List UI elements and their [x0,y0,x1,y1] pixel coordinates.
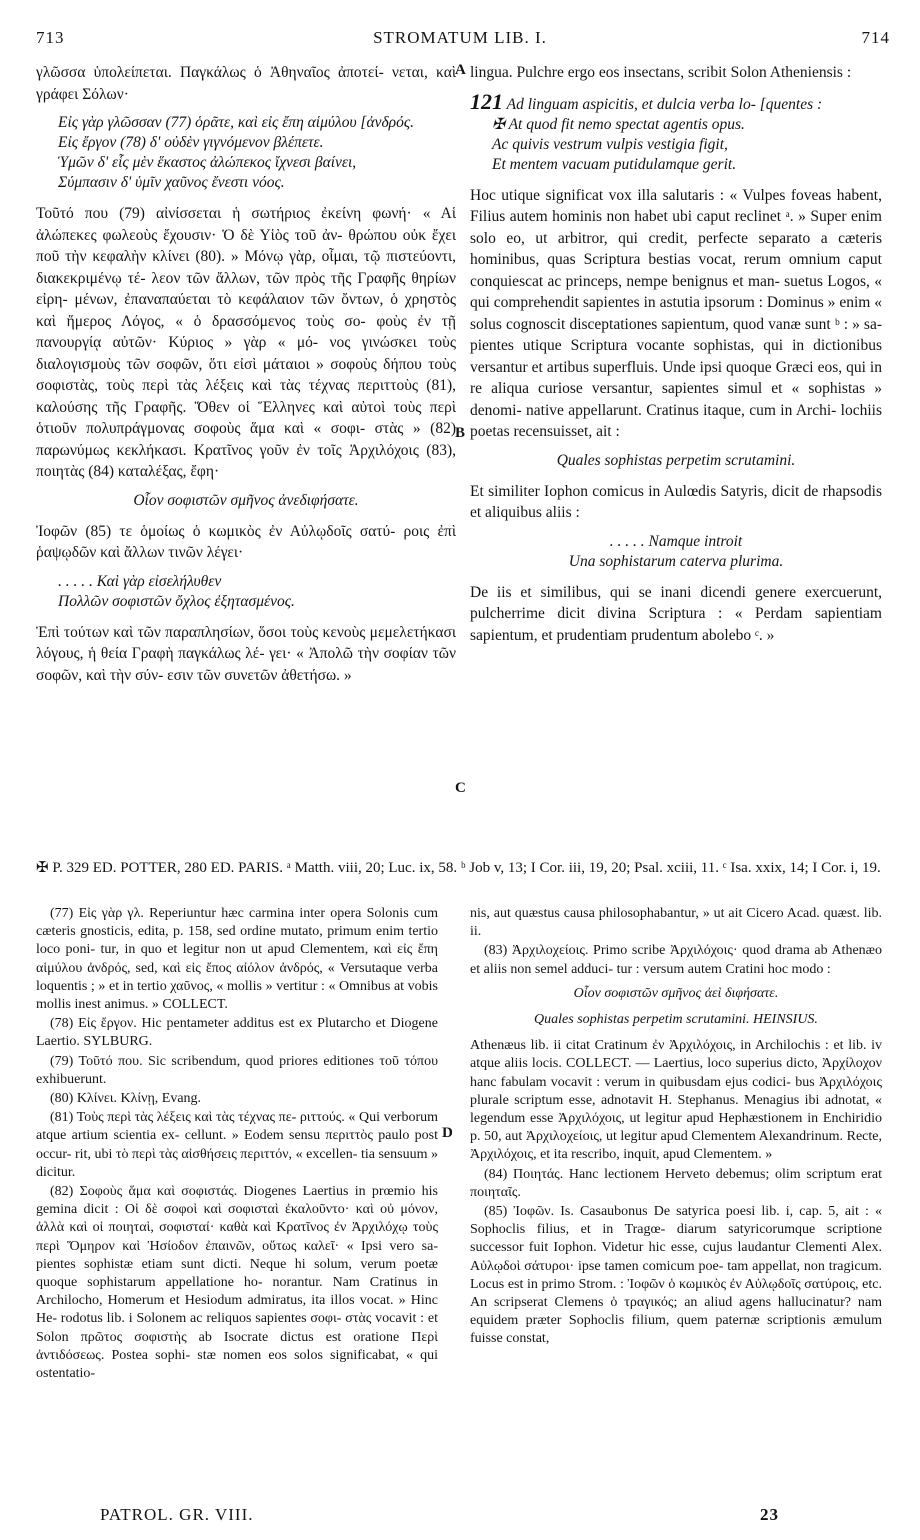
verse-text: Ad linguam aspicitis, et dulcia verba lo- [quentes : [506,95,823,113]
verse-line: Εἰς γὰρ γλῶσσαν (77) ὁρᾶτε, καὶ εἰς ἔπη αἱμύλου [ἀνδρός. [58,114,415,131]
margin-letter-c: C [455,780,466,796]
verse-line: . . . . . Καὶ γὰρ εἰσελήλυθεν [58,572,222,590]
page-number-left: 713 [36,28,65,47]
latin-verse-3 [470,532,882,572]
note-83-latin-verse: Quales sophistas perpetim scrutamini. HEINSIUS. [534,1012,818,1028]
margin-letter-b: B [455,425,466,441]
greek-verse-1 [58,113,456,193]
note-79: (79) Τοῦτό που. Sic scribendum, quod priores editiones τοῦ τόπου exhibuerunt. [36,1053,438,1087]
latin-column [470,62,882,654]
note-80: (80) Κλίνει. Κλίνῃ, Evang. [50,1091,202,1107]
verse-line: Et mentem vacuam putidulamque gerit. [492,155,737,173]
verse-line: Πολλῶν σοφιστῶν ὄχλος ἐξητασμένος. [58,592,295,610]
footnote-references: ✠ P. 329 ED. POTTER, 280 ED. PARIS. ᵃ Matth. viii, 20; Luc. ix, 58. ᵇ Job v, 13; I Cor. iii, 19, 20; Psal. xciii, 11. ᶜ Isa. xxix, 14; I Cor. i, 19. [36,860,881,876]
verse-line: ✠ At quod fit nemo spectat agentis opus. [492,115,745,133]
section-number: 121 [470,88,503,114]
footer-signature: 23 [760,1505,779,1524]
note-84: (84) Ποιητάς. Hanc lectionem Herveto debemus; olim scriptum erat ποιηταῖς. [470,1166,882,1200]
latin-verse-2 [470,451,882,471]
verse-line: Εἰς ἔργον (78) δ' οὐδὲν γιγνόμενον βλέπετε. [58,134,324,151]
greek-verse-3 [58,572,456,612]
note-83: (83) Ἀρχιλοχείοις. Primo scribe Ἀρχιλόχοις· quod drama ab Athenæo et aliis non semel adduci- tur : versum autem Cratini hoc modo : [470,943,882,977]
greek-paragraph-3: Ἰοφῶν (85) τε ὁμοίως ὁ κωμικὸς ἐν Αὐλῳδοῖς σατύ- ροις ἐπὶ ῥαψῳδῶν καὶ ἄλλων τινῶν λέγει· [36,522,456,561]
note-82: (82) Σοφοὺς ἅμα καὶ σοφιστάς. Diogenes Laertius in prœmio his gemina dicit : Οἱ δὲ σοφοὶ καὶ σοφισταὶ ἐκαλοῦντο· καὶ οὐ μόνον, ἀλλὰ καὶ οἱ ποιηταὶ, σοφισταί· καθὰ καὶ Κρατῖνος ἐν Ἀρχιλόχῳ τοὺς περὶ Ὅμηρον καὶ Ἡσίοδον ἐπαινῶν, οὕτως καλεῖ· « Ipsi vero sa- pientes sophistæ etiam sunt dicti. Neque hi solum, verum poetæ quoque sophistarum appellatione ho- norantur. Nam Cratinus in Archilocho, Homerum et Hesiodum admiratus, ita illos vocat. » Hinc He- rodotus lib. i Solonem ac reliquos sapientes σοφι- στὰς vocavit : et Solon πρῶτος σοφιστὴς ab Isocrate dictus est oratione Περὶ ἀντιδόσεως. Postea sophi- stæ nomen eos solos significabat, « qui ostentatio- [36,1184,438,1382]
footer-series: PATROL. GR. VIII. [100,1505,254,1524]
verse-line: Quales sophistas perpetim scrutamini. [556,451,796,469]
notes-right-column [470,905,882,1350]
greek-paragraph-1: γλῶσσα ὑπολείπεται. Παγκάλως ὁ Ἀθηναῖος ἀποτεί- νεται, καὶ γράφει Σόλων· [36,64,456,103]
note-continuation: nis, aut quæstus causa philosophabantur, » ut ait Cicero Acad. quæst. lib. ii. [470,906,882,940]
margin-letter-d: D [442,1125,453,1141]
verse-line: Ac quivis vestrum vulpis vestigia figit, [492,135,728,153]
latin-paragraph-2: Hoc utique significat vox illa salutaris : « Vulpes foveas habent, Filius autem hominis non habet ubi caput reclinet ᵃ. » Super enim solo eo, ut arbitror, qui credit, perfecte separato a cæteris hominibus, quas Scriptura bestias vocat, rerum omnium caput conquiescat ac princeps, nempe benignus et man- suetus Logos, « qui comprehendit sapientes in astutia ipsorum : Dominus » enim « solus cognoscit disceptationes sapientum, quod vanæ sunt ᵇ : » sa- pientes utique Scriptura vocante sophistas, qui in dictionibus versantur et artibus superfluis. Unde ipsi quoque Græci eos, qui in re aliqua curiose versantur, sapientes simul et « sophistas » denomi- native appellarunt. Cratinus itaque, cum in Archi- lochiis poetas recensuisset, ait : [470,186,882,440]
margin-letter-a: A [455,62,466,78]
verse-line: Οἷον σοφιστῶν σμῆνος ἀνεδιφήσατε. [133,491,359,509]
note-77: (77) Εἰς γὰρ γλ. Reperiuntur hæc carmina inter opera Solonis cum cæteris gnosticis, edita, p. 158, sed ordine mutato, primum enim tertio loco poni- tur, in quo et legitur non ut apud Clementem, καὶ εἰς ἔπη αἱμύλου ἀνδρός, sed, καὶ εἰς ἔπος αἰόλον ἀνδρός, « Versutaque verba loquentis ; » et in tertio χαῦνος, « mollis » vertitur : « Omnibus at vobis mollis inest animus. » COLLECT. [36,906,438,1013]
note-81: (81) Τοὺς περὶ τὰς λέξεις καὶ τὰς τέχνας πε- ριττούς. « Qui verborum atque artium scientia ex- cellunt. » Eodem sensu περιττὸς paulo post occur- rit, ubi τὸ περὶ τὰς αἰσθήσεις περιττόν, « excellen- tia sensuum » dicitur. [36,1110,438,1180]
verse-line: Ὑμῶν δ' εἷς μὲν ἕκαστος ἀλώπεκος ἴχνεσι βαίνει, [58,154,357,171]
running-title: STROMATUM LIB. I. [373,28,547,47]
note-83-greek-verse: Οἷον σοφιστῶν σμῆνος ἀεὶ διφήσατε. [573,985,779,1001]
greek-paragraph-4: Ἐπὶ τούτων καὶ τῶν παραπλησίων, ὅσοι τοὺς κενοὺς μεμελετήκασι λόγους, ἡ θεία Γραφὴ παγκάλως λέ- γει· « Ἀπολῶ τὴν σοφίαν τῶν σοφῶν, καὶ τὴν σύν- εσιν τῶν συνετῶν ἀθετήσω. » [36,623,456,684]
page-number-right: 714 [861,28,890,47]
verse-line: . . . . . Namque introit [609,532,743,550]
note-85: (85) Ἰοφῶν. Is. Casaubonus De satyrica poesi lib. i, cap. 5, ait : « Sophoclis filius, et in Tragœ- diarum satyricorumque scriptione successor fuit Iophon. Videtur hic esse, cujus laudantur Clementi Alex. Αὐλῳδοὶ σάτυροι· ipse tamen comicum poe- tam appellat, non tragicum. Locus est in primo Strom. : Ἰοφῶν ὁ κωμικὸς ἐν Αὐλῳδοῖς σατύροις, etc. An scripserat Clemens ὁ τραγικός; an aliud agens hallucinatur? nam equidem præter Sophoclis filium, quem paternæ scriptionis æmulum fuisse constat, [470,1204,882,1347]
latin-verse-1 [470,88,882,175]
verse-line: Σύμπασιν δ' ὑμῖν χαῦνος ἔνεστι νόος. [58,174,285,191]
latin-paragraph-3: Et similiter Iophon comicus in Aulœdis Satyris, dicit de rhapsodis et aliquibus aliis : [470,482,882,521]
latin-paragraph-4: De iis et similibus, qui se inani dicendi genere exercuerunt, pulcherrime dicit divina Scriptura : « Perdam sapientiam sapientum, et prudentiam prudentum abolebo ᶜ. » [470,583,882,644]
notes-left-column [36,905,438,1384]
greek-paragraph-2: Τοῦτό που (79) αἰνίσσεται ἡ σωτήριος ἐκείνη φωνή· « Αἱ ἀλώπεκες φωλεοὺς ἔχουσιν· Ὁ δὲ Υἱὸς τοῦ ἀν- θρώπου οὐκ ἔχει ποῦ τὴν κεφαλὴν κλίνει (80). » Μόνῳ γὰρ, οἶμαι, τῷ πιστεύοντι, διακεκριμένῳ τέ- λεον τῶν ἄλλων, τῶν πρὸς τῆς Γραφῆς θηρίων εἰρη- μένων, ἐπαναπαύεται τὸ κεφάλαιον τῶν ὄντων, ὁ χρηστὸς καὶ ἥμερος Λόγος, « ὁ δρασσόμενος τοὺς σο- φοὺς ἐν τῇ πανουργίᾳ αὐτῶν· Κύριος » γὰρ « μό- νος γινώσκει τοὺς διαλογισμοὺς τῶν σοφῶν, ὅτι εἰσὶ μάταιοι » σοφοὺς δήπου τοὺς σοφιστὰς, τοὺς περὶ τὰς λέξεις καὶ τὰς τέχνας περιττοὺς (81), καλούσης τῆς Γραφῆς. Ὅθεν οἱ Ἕλληνες καὶ αὐτοὶ τοὺς περὶ ὁτιοῦν πολυπράγμονας σοφοὺς ἅμα καὶ « σοφι- στὰς » (82) παρωνύμως κεκλήκασι. Κρατῖνος γοῦν ἐν τοῖς Ἀρχιλόχοις (83), ποιητὰς (84) καταλέξας, ἔφη· [36,205,456,480]
note-78: (78) Εἰς ἔργον. Hic pentameter additus est ex Plutarcho et Diogene Laertio. SYLBURG. [36,1016,438,1050]
greek-verse-2 [36,491,456,511]
greek-column [36,62,456,694]
verse-line: Una sophistarum caterva plurima. [568,552,784,570]
latin-paragraph-1: lingua. Pulchre ergo eos insectans, scribit Solon Atheniensis : [470,64,852,81]
note-83-continued: Athenæus lib. ii citat Cratinum ἐν Ἀρχιλόχοις, in Archilochis : et lib. iv atque aliis locis. COLLECT. — Laertius, loco superius dicto, Ἀρχίλοχον hanc fabulam vocavit : verum in quibusdam ejus codici- bus Ἀρχιλόχοις plurale scriptum esse, adnotavit H. Stephanus. Menagius ibi adnotat, « legendum esse Ἀρχιλόχοις, ut legitur apud Hephæstionem in Enchiridio p. 50, aut Ἀρχιλοχείοις, ut legitur apud Clementem Alexandrinum. Recte, Ἀρχιλόχοις, et ita rescribo, inquit, apud Clementem. » [470,1038,882,1163]
verse-line [470,88,882,115]
